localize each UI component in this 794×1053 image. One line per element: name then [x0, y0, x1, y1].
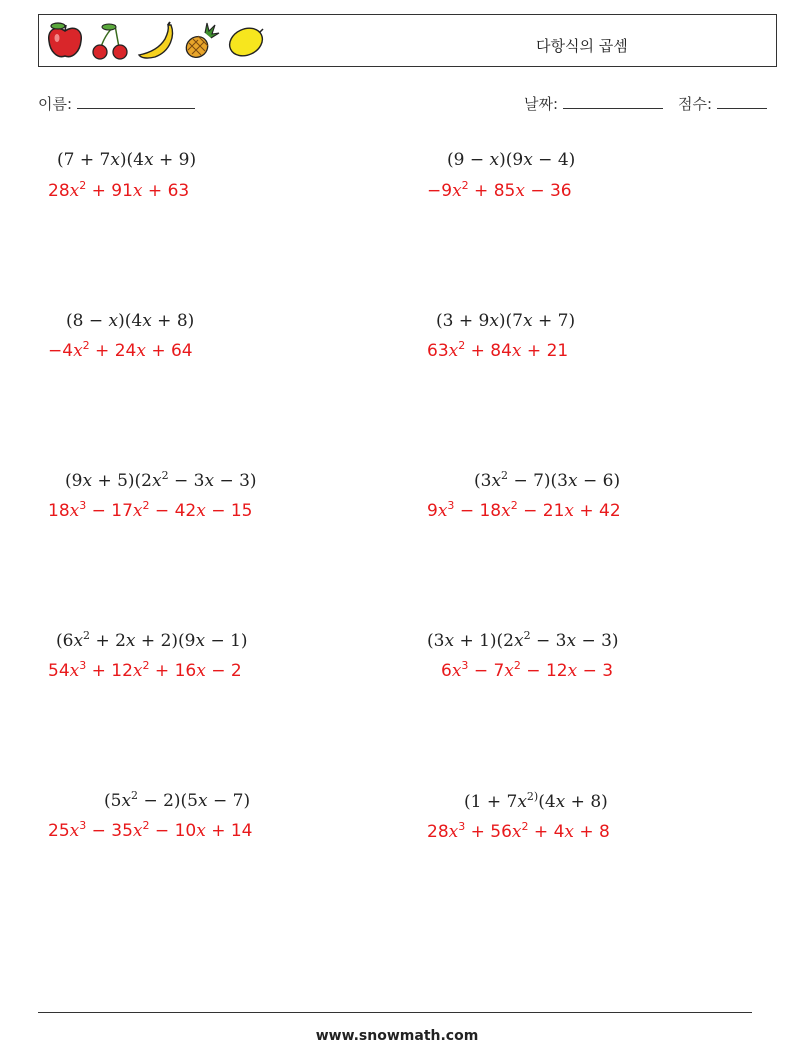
score-line[interactable]	[717, 94, 767, 109]
worksheet-title: 다항식의 곱셈	[536, 37, 628, 55]
pineapple-icon	[181, 21, 221, 61]
fruit-icons	[45, 21, 267, 61]
problem-2-answer: $-9x^2 + 85x - 36$	[427, 179, 572, 201]
problem-6-question: $(3x^2 - 7)(3x - 6)$	[474, 469, 621, 491]
problem-2-question: (9 − x)(9x − 4)	[447, 150, 576, 170]
problem-1-question: (7 + 7x)(4x + 9)	[57, 150, 197, 170]
footer-url[interactable]: www.snowmath.com	[315, 1028, 479, 1044]
problem-9-answer: $25x^3 - 35x^2 - 10x + 14$	[48, 819, 253, 841]
date-line[interactable]	[563, 94, 663, 109]
footer-divider	[38, 1012, 752, 1013]
lemon-icon	[225, 21, 267, 61]
name-line[interactable]	[77, 94, 195, 109]
problem-10-question: ($1 + 7x^{2)}(4x + 8)$	[464, 790, 608, 812]
problem-3-answer: $-4x^2 + 24x + 64$	[48, 339, 193, 361]
apple-icon	[45, 21, 85, 61]
date-field	[524, 93, 663, 114]
problem-7-answer: $54x^3 + 12x^2 + 16x - 2$	[48, 659, 242, 681]
problem-7-question: $(6x^2 + 2x + 2)(9x - 1)$	[56, 629, 248, 651]
problem-5-answer: $18x^3 - 17x^2 - 42x - 15$	[48, 499, 253, 521]
problem-4-answer: $63x^2 + 84x + 21$	[427, 339, 569, 361]
problem-6-answer: $9x^3 - 18x^2 - 21x + 42$	[427, 499, 621, 521]
problem-8-answer: $6x^3 - 7x^2 - 12x - 3$	[441, 659, 614, 681]
banana-icon	[135, 21, 177, 61]
problem-8-question: $(3x + 1)(2x^2 - 3x - 3)$	[427, 629, 619, 651]
score-field	[678, 93, 767, 114]
problem-4-question: (3 + 9x)(7x + 7)	[436, 311, 576, 331]
header-box	[38, 14, 777, 67]
cherries-icon	[89, 21, 131, 61]
date-label: 날짜:	[524, 95, 559, 113]
score-label: 점수:	[678, 95, 713, 113]
name-field	[38, 93, 195, 114]
problem-10-answer: $28x^3 + 56x^2 + 4x + 8$	[427, 820, 610, 842]
name-label: 이름:	[38, 95, 73, 113]
problem-9-question: $(5x^2 - 2)(5x - 7)$	[104, 789, 251, 811]
problem-3-question: (8 − x)(4x + 8)	[66, 311, 195, 331]
problem-5-question: $(9x + 5)(2x^2 - 3x - 3)$	[65, 469, 257, 491]
problem-1-answer: $28x^2 + 91x + 63$	[48, 179, 190, 201]
